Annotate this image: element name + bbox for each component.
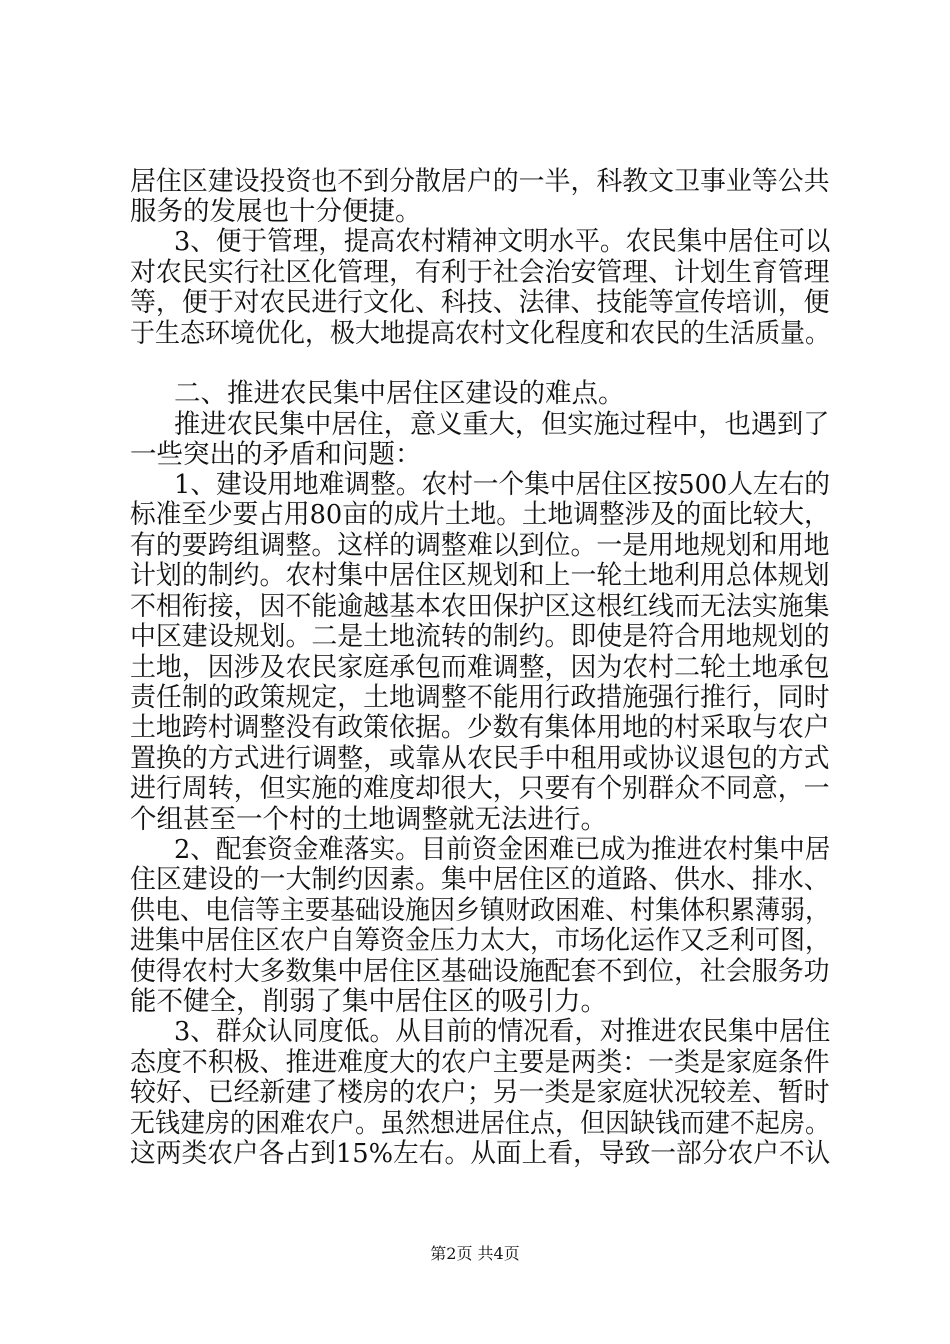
text-line: 等，便于对农民进行文化、科技、法律、技能等宣传培训，便 [130, 287, 830, 318]
text-line: 于生态环境优化，极大地提高农村文化程度和农民的生活质量。 [130, 318, 831, 349]
text-line: 1、建设用地难调整。农村一个集中居住区按500人左右的 [174, 469, 830, 500]
section-heading: 二、推进农民集中居住区建设的难点。 [174, 378, 625, 409]
text-line: 服务的发展也十分便捷。 [130, 196, 422, 227]
text-line: 3、便于管理，提高农村精神文明水平。农民集中居住可以 [174, 226, 831, 257]
text-line: 住区建设的一大制约因素。集中居住区的道路、供水、排水、 [130, 864, 830, 895]
text-line: 这两类农户各占到15%左右。从面上看，导致一部分农户不认 [130, 1138, 831, 1169]
text-line: 中区建设规划。二是土地流转的制约。即使是符合用地规划的 [130, 621, 830, 652]
text-line: 能不健全，削弱了集中居住区的吸引力。 [130, 986, 607, 1017]
text-line: 供电、电信等主要基础设施因乡镇财政困难、村集体积累薄弱， [130, 895, 831, 926]
text-line: 有的要跨组调整。这样的调整难以到位。一是用地规划和用地 [130, 530, 830, 561]
page-number: 第2页 共4页 [430, 1244, 520, 1263]
text-line: 居住区建设投资也不到分散居户的一半，科教文卫事业等公共 [130, 166, 830, 197]
text-line: 推进农民集中居住，意义重大，但实施过程中，也遇到了 [174, 409, 830, 440]
text-line: 进集中居住区农户自筹资金压力太大，市场化运作又乏利可图， [130, 925, 831, 956]
text-line: 土地跨村调整没有政策依据。少数有集体用地的村采取与农户 [130, 712, 830, 743]
text-line: 对农民实行社区化管理，有利于社会治安管理、计划生育管理 [130, 257, 830, 288]
text-line: 较好、已经新建了楼房的农户；另一类是家庭状况较差、暂时 [130, 1077, 830, 1108]
text-line: 进行周转，但实施的难度却很大，只要有个别群众不同意，一 [130, 773, 830, 804]
text-line: 使得农村大多数集中居住区基础设施配套不到位，社会服务功 [130, 956, 830, 987]
text-line: 标准至少要占用80亩的成片土地。土地调整涉及的面比较大， [130, 499, 830, 530]
text-line: 土地，因涉及农民家庭承包而难调整，因为农村二轮土地承包 [130, 652, 830, 683]
text-line: 责任制的政策规定，土地调整不能用行政措施强行推行，同时 [130, 682, 830, 713]
text-line: 态度不积极、推进难度大的农户主要是两类：一类是家庭条件 [130, 1047, 830, 1078]
text-line: 无钱建房的困难农户。虽然想进居住点，但因缺钱而建不起房。 [130, 1108, 831, 1139]
text-line: 3、群众认同度低。从目前的情况看，对推进农民集中居住 [174, 1016, 831, 1047]
text-line: 计划的制约。农村集中居住区规划和上一轮土地利用总体规划 [130, 560, 830, 591]
text-line: 置换的方式进行调整，或靠从农民手中租用或协议退包的方式 [130, 743, 830, 774]
text-line: 个组甚至一个村的土地调整就无法进行。 [130, 804, 607, 835]
text-line: 一些突出的矛盾和问题： [130, 439, 422, 470]
text-line: 不相衔接，因不能逾越基本农田保护区这根红线而无法实施集 [130, 591, 830, 622]
text-line: 2、配套资金难落实。目前资金困难已成为推进农村集中居 [174, 834, 831, 865]
